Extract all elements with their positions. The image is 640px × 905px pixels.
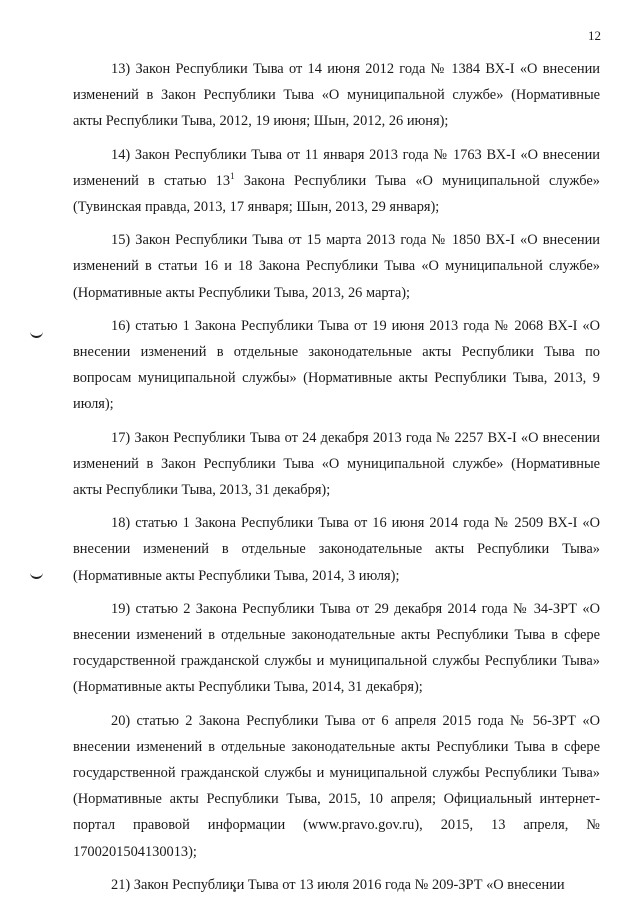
list-item-20: 20) статью 2 Закона Республики Тыва от 6 апреля 2015 года № 56-ЗРТ «О внесении изменений в отдельные законодательные акты Республики Тыва в сфере государственной гражданской службы и муниципальной службы Республики Тыва» (Нормативные акты Республики Тыва, 2015, 10 апреля; Официальный интернет-портал правовой информации (www.pravo.gov.ru), 2015, 13 апреля, № 1700201504130013);	[73, 712, 600, 860]
page-number: 12	[588, 28, 601, 43]
list-item-15: 15) Закон Республики Тыва от 15 марта 2013 года № 1850 ВХ-I «О внесении изменений в статьи 16 и 18 Закона Республики Тыва «О муниципальной службе» (Нормативные акты Республики Тыва, 2013, 26 марта);	[73, 232, 600, 301]
list-item-19: 19) статью 2 Закона Республики Тыва от 29 декабря 2014 года № 34-ЗРТ «О внесении изменений в отдельные законодательные акты Республики Тыва в сфере государственной гражданской службы и муниципальной службы Республики Тыва» (Нормативные акты Республики Тыва, 2014, 31 декабря);	[73, 600, 600, 696]
list-item-14-text-before: 14) Закон Республики Тыва от 11 января 2013 года № 1763 ВХ-I «О внесении изменений в статью 13	[73, 146, 600, 189]
margin-bracket-mark	[30, 330, 43, 338]
list-item-14-text-after: Закона Республики Тыва «О муниципальной службе» (Тувинская правда, 2013, 17 января; Шын, 2013, 29 января);	[73, 172, 600, 216]
list-item-14	[73, 142, 600, 221]
list-item-18: 18) статью 1 Закона Республики Тыва от 16 июня 2014 года № 2509 ВХ-I «О внесении изменений в отдельные законодательные акты Республики Тыва» (Нормативные акты Республики Тыва, 2014, 3 июля);	[73, 515, 600, 584]
margin-bracket-mark	[30, 571, 43, 579]
list-item-21: 21) Закон Республики Тыва от 13 июля 2016 года № 209-ЗРТ «О внесении	[111, 876, 565, 893]
article-superscript: 1	[230, 171, 235, 182]
document-body	[73, 56, 600, 905]
list-item-13: 13) Закон Республики Тыва от 14 июня 2012 года № 1384 ВХ-I «О внесении изменений в Закон Республики Тыва «О муниципальной службе» (Нормативные акты Республики Тыва, 2012, 19 июня; Шын, 2012, 26 июня);	[73, 61, 600, 130]
list-item-17: 17) Закон Республики Тыва от 24 декабря 2013 года № 2257 ВХ-I «О внесении изменений в Закон Республики Тыва «О муниципальной службе» (Нормативные акты Республики Тыва, 2013, 31 декабря);	[73, 429, 600, 499]
list-item-16: 16) статью 1 Закона Республики Тыва от 19 июня 2013 года № 2068 ВХ-I «О внесении изменений в отдельные законодательные акты Республики Тыва по вопросам муниципальной службы» (Нормативные акты Республики Тыва, 2013, 9 июля);	[73, 317, 600, 413]
